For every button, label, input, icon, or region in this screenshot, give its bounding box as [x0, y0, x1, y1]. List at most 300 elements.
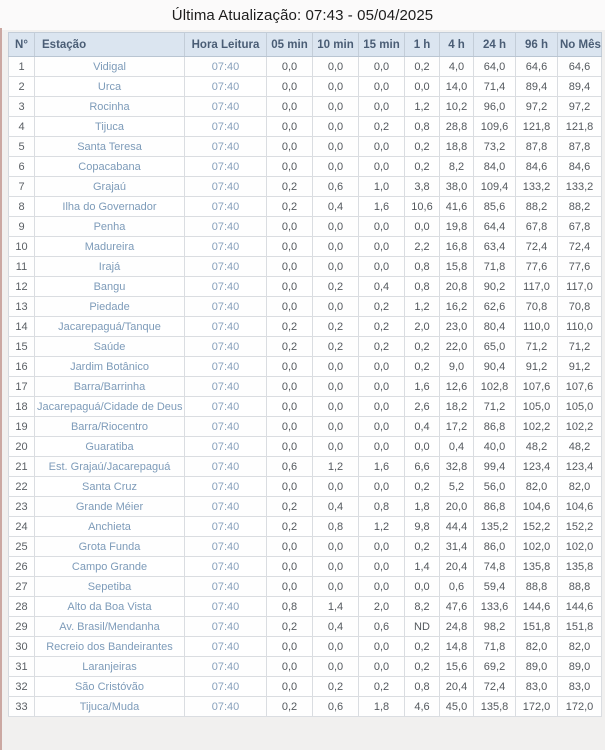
rain-value: 41,6 [440, 197, 474, 217]
table-row [9, 577, 602, 597]
rain-value: 0,2 [267, 697, 313, 717]
column-header-10: No Mês [558, 33, 602, 57]
rain-value: 0,0 [313, 477, 359, 497]
rain-value: 20,0 [440, 497, 474, 517]
column-header-5: 15 min [359, 33, 405, 57]
rain-value: 98,2 [474, 617, 516, 637]
rain-value: 0,8 [267, 597, 313, 617]
station-name: Bangu [35, 277, 185, 297]
rain-value: 0,0 [359, 357, 405, 377]
reading-time: 07:40 [185, 137, 267, 157]
rain-value: 0,0 [267, 357, 313, 377]
station-number: 15 [9, 337, 35, 357]
rain-value: 4,0 [440, 57, 474, 77]
rain-value: 31,4 [440, 537, 474, 557]
rain-value: 9,8 [405, 517, 440, 537]
rain-value: 0,0 [267, 277, 313, 297]
rain-value: 0,0 [359, 257, 405, 277]
rain-value: 1,4 [313, 597, 359, 617]
rain-value: 0,0 [405, 77, 440, 97]
rain-value: 0,0 [313, 297, 359, 317]
station-number: 28 [9, 597, 35, 617]
table-row [9, 397, 602, 417]
rain-value: 0,0 [313, 237, 359, 257]
station-number: 7 [9, 177, 35, 197]
reading-time: 07:40 [185, 397, 267, 417]
rain-value: 16,8 [440, 237, 474, 257]
rain-value: 0,2 [405, 637, 440, 657]
rain-value: 72,4 [474, 677, 516, 697]
rain-value: 0,8 [405, 277, 440, 297]
station-number: 23 [9, 497, 35, 517]
station-name: Sepetiba [35, 577, 185, 597]
rain-value: 2,0 [359, 597, 405, 617]
rain-value: 0,0 [313, 637, 359, 657]
rain-value: 0,0 [267, 97, 313, 117]
reading-time: 07:40 [185, 537, 267, 557]
table-row [9, 317, 602, 337]
rain-value: 0,8 [313, 517, 359, 537]
rain-value: 70,8 [516, 297, 558, 317]
rain-value: 0,0 [313, 377, 359, 397]
station-number: 29 [9, 617, 35, 637]
rain-value: 0,0 [313, 137, 359, 157]
rain-value: 10,2 [440, 97, 474, 117]
rain-value: 83,0 [558, 677, 602, 697]
rain-value: 0,4 [405, 417, 440, 437]
station-name: Santa Teresa [35, 137, 185, 157]
rain-value: 0,2 [313, 337, 359, 357]
title-bar [0, 0, 605, 30]
rain-value: 1,2 [359, 517, 405, 537]
station-number: 10 [9, 237, 35, 257]
rain-value: 0,6 [267, 457, 313, 477]
reading-time: 07:40 [185, 617, 267, 637]
rain-value: 0,2 [405, 57, 440, 77]
rain-value: 133,6 [474, 597, 516, 617]
rain-value: 9,0 [440, 357, 474, 377]
column-header-2: Hora Leitura [185, 33, 267, 57]
station-name: Urca [35, 77, 185, 97]
reading-time: 07:40 [185, 357, 267, 377]
reading-time: 07:40 [185, 237, 267, 257]
rain-value: 82,0 [516, 477, 558, 497]
station-number: 11 [9, 257, 35, 277]
rain-value: 0,4 [313, 197, 359, 217]
rain-value: 65,0 [474, 337, 516, 357]
table-row [9, 97, 602, 117]
rain-value: 0,0 [359, 537, 405, 557]
station-number: 14 [9, 317, 35, 337]
station-name: Saúde [35, 337, 185, 357]
rain-value: 102,0 [516, 537, 558, 557]
station-number: 16 [9, 357, 35, 377]
rain-value: 1,8 [405, 497, 440, 517]
rain-value: 0,2 [405, 137, 440, 157]
rain-value: 69,2 [474, 657, 516, 677]
rain-value: 1,6 [359, 457, 405, 477]
reading-time: 07:40 [185, 677, 267, 697]
rain-value: 0,2 [359, 317, 405, 337]
rain-value: 109,6 [474, 117, 516, 137]
rain-value: 117,0 [558, 277, 602, 297]
rain-value: 40,0 [474, 437, 516, 457]
table-row [9, 657, 602, 677]
rain-value: 0,2 [267, 617, 313, 637]
rain-value: 22,0 [440, 337, 474, 357]
table-row [9, 617, 602, 637]
rain-value: 89,4 [516, 77, 558, 97]
rain-value: 0,0 [267, 117, 313, 137]
rain-value: 0,2 [313, 317, 359, 337]
reading-time: 07:40 [185, 57, 267, 77]
rain-value: 4,6 [405, 697, 440, 717]
station-number: 22 [9, 477, 35, 497]
rain-value: 0,0 [359, 437, 405, 457]
rain-value: 0,0 [313, 77, 359, 97]
station-name: Alto da Boa Vista [35, 597, 185, 617]
station-number: 17 [9, 377, 35, 397]
rain-value: 109,4 [474, 177, 516, 197]
rain-value: 77,6 [516, 257, 558, 277]
rain-value: 135,8 [474, 697, 516, 717]
rain-value: 0,0 [267, 297, 313, 317]
rain-value: 0,0 [313, 117, 359, 137]
station-name: Laranjeiras [35, 657, 185, 677]
rain-value: 19,8 [440, 217, 474, 237]
rain-value: 0,2 [405, 537, 440, 557]
rain-value: 0,0 [267, 557, 313, 577]
rain-value: 0,2 [267, 497, 313, 517]
rain-value: 0,2 [405, 357, 440, 377]
rain-value: 73,2 [474, 137, 516, 157]
column-header-6: 1 h [405, 33, 440, 57]
reading-time: 07:40 [185, 557, 267, 577]
rain-value: 89,4 [558, 77, 602, 97]
rain-value: 0,0 [359, 477, 405, 497]
rain-value: 0,8 [359, 497, 405, 517]
reading-time: 07:40 [185, 497, 267, 517]
station-name: Grajaú [35, 177, 185, 197]
rain-value: 20,4 [440, 677, 474, 697]
rain-value: 0,4 [313, 617, 359, 637]
rain-value: 0,0 [405, 217, 440, 237]
reading-time: 07:40 [185, 217, 267, 237]
rain-value: 67,8 [516, 217, 558, 237]
rain-value: 110,0 [516, 317, 558, 337]
rain-value: 0,8 [405, 257, 440, 277]
rain-value: 20,8 [440, 277, 474, 297]
station-name: Est. Grajaú/Jacarepaguá [35, 457, 185, 477]
station-number: 3 [9, 97, 35, 117]
rain-value: 121,8 [516, 117, 558, 137]
rain-value: 107,6 [558, 377, 602, 397]
reading-time: 07:40 [185, 337, 267, 357]
station-name: Anchieta [35, 517, 185, 537]
rain-value: 0,0 [313, 417, 359, 437]
station-number: 5 [9, 137, 35, 157]
station-name: São Cristóvão [35, 677, 185, 697]
rain-value: 0,0 [267, 417, 313, 437]
table-row [9, 137, 602, 157]
rain-value: 104,6 [558, 497, 602, 517]
rain-value: 0,2 [359, 337, 405, 357]
rain-value: 89,0 [516, 657, 558, 677]
table-row [9, 257, 602, 277]
reading-time: 07:40 [185, 517, 267, 537]
table-row [9, 597, 602, 617]
rain-value: 102,2 [558, 417, 602, 437]
table-row [9, 157, 602, 177]
station-number: 12 [9, 277, 35, 297]
rain-value: 48,2 [558, 437, 602, 457]
rain-value: 87,8 [558, 137, 602, 157]
station-name: Penha [35, 217, 185, 237]
rain-value: 0,2 [267, 337, 313, 357]
rain-value: 151,8 [516, 617, 558, 637]
rain-value: 105,0 [516, 397, 558, 417]
column-header-3: 05 min [267, 33, 313, 57]
rain-value: 0,2 [267, 197, 313, 217]
table-row [9, 77, 602, 97]
station-number: 1 [9, 57, 35, 77]
station-number: 31 [9, 657, 35, 677]
rain-value: 133,2 [558, 177, 602, 197]
rain-value: 56,0 [474, 477, 516, 497]
rain-value: 0,2 [359, 117, 405, 137]
rain-value: 0,0 [267, 657, 313, 677]
rain-value: 0,4 [359, 277, 405, 297]
rain-value: 16,2 [440, 297, 474, 317]
rain-value: 0,0 [267, 537, 313, 557]
rain-value: 67,8 [558, 217, 602, 237]
rain-value: 91,2 [558, 357, 602, 377]
rain-value: 172,0 [558, 697, 602, 717]
rain-value: 14,0 [440, 77, 474, 97]
rain-value: 88,2 [558, 197, 602, 217]
rain-value: 0,8 [405, 677, 440, 697]
rain-value: 104,6 [516, 497, 558, 517]
rain-value: 14,8 [440, 637, 474, 657]
rain-value: 0,0 [359, 57, 405, 77]
station-name: Grota Funda [35, 537, 185, 557]
rain-value: 45,0 [440, 697, 474, 717]
column-header-7: 4 h [440, 33, 474, 57]
rain-value: 71,8 [474, 637, 516, 657]
rain-value: 151,8 [558, 617, 602, 637]
rain-value: 64,6 [516, 57, 558, 77]
rain-value: 5,2 [440, 477, 474, 497]
rain-value: 0,0 [313, 57, 359, 77]
station-name: Barra/Barrinha [35, 377, 185, 397]
station-number: 2 [9, 77, 35, 97]
rain-value: 1,2 [405, 97, 440, 117]
rain-value: 23,0 [440, 317, 474, 337]
rain-value: 0,0 [359, 137, 405, 157]
reading-time: 07:40 [185, 97, 267, 117]
rain-value: 0,0 [267, 237, 313, 257]
rain-value: 0,0 [359, 557, 405, 577]
reading-time: 07:40 [185, 437, 267, 457]
rainfall-stations-table [8, 32, 602, 717]
column-header-9: 96 h [516, 33, 558, 57]
table-row [9, 217, 602, 237]
reading-time: 07:40 [185, 577, 267, 597]
reading-time: 07:40 [185, 117, 267, 137]
rain-value: 90,2 [474, 277, 516, 297]
rain-value: 59,4 [474, 577, 516, 597]
reading-time: 07:40 [185, 657, 267, 677]
reading-time: 07:40 [185, 297, 267, 317]
rain-value: 0,0 [313, 257, 359, 277]
reading-time: 07:40 [185, 177, 267, 197]
rain-value: 152,2 [558, 517, 602, 537]
rain-value: 0,0 [267, 157, 313, 177]
reading-time: 07:40 [185, 417, 267, 437]
rain-value: 0,4 [313, 497, 359, 517]
rain-value: 64,4 [474, 217, 516, 237]
station-name: Madureira [35, 237, 185, 257]
rain-value: 8,2 [440, 157, 474, 177]
rain-value: 0,0 [313, 437, 359, 457]
station-name: Barra/Riocentro [35, 417, 185, 437]
rain-value: 0,2 [267, 177, 313, 197]
rain-value: 0,0 [267, 137, 313, 157]
rain-value: 0,0 [359, 377, 405, 397]
table-row [9, 237, 602, 257]
rain-value: 83,0 [516, 677, 558, 697]
rain-value: 1,6 [405, 377, 440, 397]
rain-value: 0,6 [313, 177, 359, 197]
rain-value: 0,0 [267, 257, 313, 277]
rain-value: 48,2 [516, 437, 558, 457]
rain-value: 0,2 [405, 477, 440, 497]
rain-value: 2,0 [405, 317, 440, 337]
rain-value: 0,2 [267, 517, 313, 537]
rain-value: 91,2 [516, 357, 558, 377]
rain-value: 89,0 [558, 657, 602, 677]
station-number: 24 [9, 517, 35, 537]
reading-time: 07:40 [185, 317, 267, 337]
rain-value: 10,6 [405, 197, 440, 217]
rain-value: 0,6 [313, 697, 359, 717]
rain-value: 1,8 [359, 697, 405, 717]
rain-value: 0,6 [440, 577, 474, 597]
table-row [9, 57, 602, 77]
rain-value: 2,6 [405, 397, 440, 417]
rain-value: 107,6 [516, 377, 558, 397]
column-header-0: N° [9, 33, 35, 57]
rain-value: 0,0 [267, 77, 313, 97]
station-name: Tijuca/Muda [35, 697, 185, 717]
rain-value: 0,0 [359, 657, 405, 677]
column-header-4: 10 min [313, 33, 359, 57]
rain-value: 0,0 [313, 157, 359, 177]
rain-value: 12,6 [440, 377, 474, 397]
rain-value: 110,0 [558, 317, 602, 337]
station-number: 6 [9, 157, 35, 177]
reading-time: 07:40 [185, 597, 267, 617]
rain-value: 144,6 [516, 597, 558, 617]
rain-value: 15,8 [440, 257, 474, 277]
rain-value: 71,8 [474, 257, 516, 277]
rain-value: 0,6 [359, 617, 405, 637]
rain-value: 0,0 [267, 437, 313, 457]
station-name: Jacarepaguá/Cidade de Deus [35, 397, 185, 417]
station-number: 20 [9, 437, 35, 457]
rain-value: 152,2 [516, 517, 558, 537]
rain-value: 71,2 [558, 337, 602, 357]
rain-value: 1,4 [405, 557, 440, 577]
rain-value: 123,4 [516, 457, 558, 477]
rain-value: 44,4 [440, 517, 474, 537]
table-row [9, 477, 602, 497]
table-row [9, 517, 602, 537]
station-name: Av. Brasil/Mendanha [35, 617, 185, 637]
station-name: Jacarepaguá/Tanque [35, 317, 185, 337]
station-name: Copacabana [35, 157, 185, 177]
rain-value: 0,0 [313, 537, 359, 557]
rain-value: 102,8 [474, 377, 516, 397]
rain-value: 135,2 [474, 517, 516, 537]
rain-value: 24,8 [440, 617, 474, 637]
rain-value: 0,0 [359, 417, 405, 437]
column-header-8: 24 h [474, 33, 516, 57]
table-row [9, 357, 602, 377]
station-number: 30 [9, 637, 35, 657]
table-row [9, 177, 602, 197]
rain-value: 0,2 [359, 297, 405, 317]
table-row [9, 437, 602, 457]
rain-value: 38,0 [440, 177, 474, 197]
reading-time: 07:40 [185, 457, 267, 477]
station-name: Recreio dos Bandeirantes [35, 637, 185, 657]
station-number: 9 [9, 217, 35, 237]
rain-value: 0,0 [267, 577, 313, 597]
table-row [9, 557, 602, 577]
station-name: Tijuca [35, 117, 185, 137]
rain-value: 0,0 [405, 577, 440, 597]
table-row [9, 457, 602, 477]
rain-value: 0,2 [405, 337, 440, 357]
table-row [9, 337, 602, 357]
reading-time: 07:40 [185, 477, 267, 497]
rain-value: 2,2 [405, 237, 440, 257]
rain-value: 0,2 [313, 677, 359, 697]
rain-value: 72,4 [516, 237, 558, 257]
table-row [9, 537, 602, 557]
station-number: 32 [9, 677, 35, 697]
rain-value: 1,2 [313, 457, 359, 477]
rain-value: 18,8 [440, 137, 474, 157]
rain-value: 135,8 [558, 557, 602, 577]
rain-value: 102,2 [516, 417, 558, 437]
rain-value: 0,0 [267, 677, 313, 697]
rain-value: 0,0 [359, 217, 405, 237]
last-update-title: Última Atualização: 07:43 - 05/04/2025 [171, 6, 434, 24]
rain-value: 0,0 [313, 217, 359, 237]
rain-value: 86,0 [474, 537, 516, 557]
rain-value: 8,2 [405, 597, 440, 617]
rain-value: 3,8 [405, 177, 440, 197]
rain-value: ND [405, 617, 440, 637]
rain-value: 88,2 [516, 197, 558, 217]
rain-value: 28,8 [440, 117, 474, 137]
station-number: 33 [9, 697, 35, 717]
rain-value: 1,0 [359, 177, 405, 197]
rain-value: 0,0 [359, 237, 405, 257]
rain-value: 15,6 [440, 657, 474, 677]
